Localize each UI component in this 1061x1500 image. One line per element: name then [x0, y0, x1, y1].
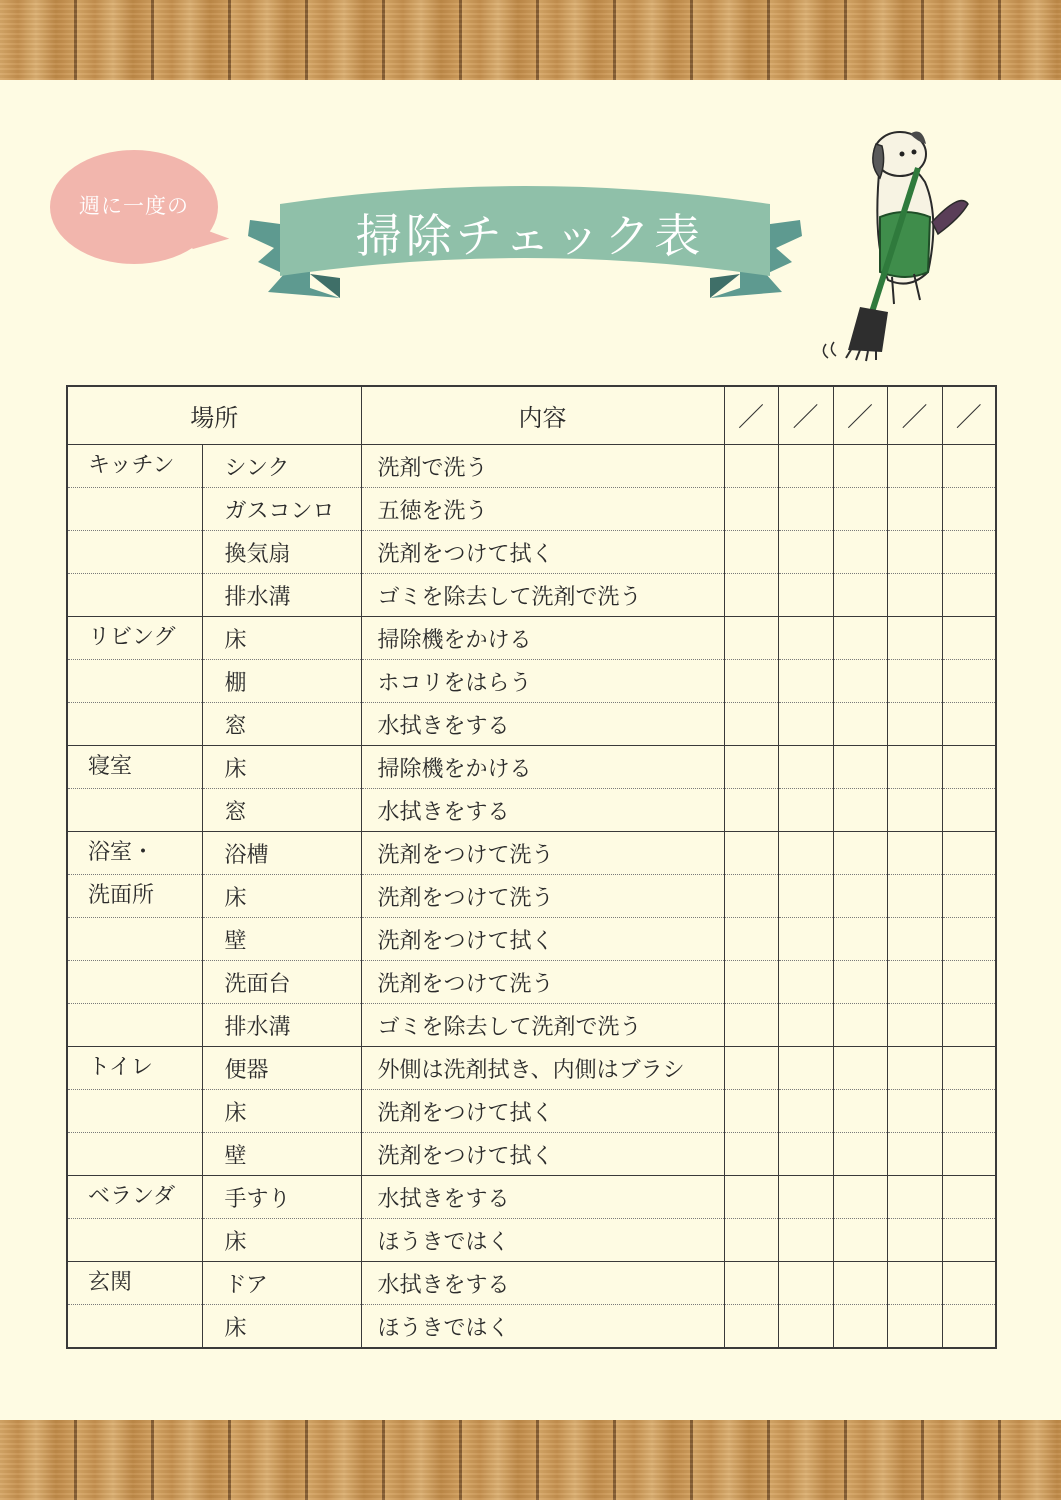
check-cell[interactable] — [778, 832, 833, 875]
spot-cell: 床 — [202, 746, 361, 789]
check-cell[interactable] — [833, 617, 887, 660]
task-cell: 洗剤をつけて拭く — [361, 1133, 724, 1176]
table-row — [67, 1004, 996, 1047]
place-label: 洗面所 — [88, 883, 155, 908]
place-cell — [67, 1047, 202, 1090]
date-slot-2[interactable] — [778, 386, 833, 445]
check-cell[interactable] — [942, 1090, 996, 1133]
check-cell[interactable] — [942, 1305, 996, 1349]
spot-cell: 浴槽 — [202, 832, 361, 875]
spot-cell: 換気扇 — [202, 531, 361, 574]
spot-cell: 手すり — [202, 1176, 361, 1219]
check-cell[interactable] — [778, 1004, 833, 1047]
check-cell[interactable] — [724, 488, 778, 531]
check-cell[interactable] — [724, 531, 778, 574]
check-cell[interactable] — [833, 1305, 887, 1349]
check-cell[interactable] — [942, 1262, 996, 1305]
table-row — [67, 918, 996, 961]
place-label: キッチン — [88, 453, 175, 478]
task-cell: 洗剤をつけて洗う — [361, 875, 724, 918]
check-cell[interactable] — [833, 746, 887, 789]
task-cell: 掃除機をかける — [361, 617, 724, 660]
check-cell[interactable] — [724, 918, 778, 961]
table-row — [67, 488, 996, 531]
check-cell[interactable] — [833, 1090, 887, 1133]
place-cell — [67, 660, 202, 703]
date-slot-3[interactable] — [833, 386, 887, 445]
check-cell[interactable] — [887, 574, 942, 617]
check-cell[interactable] — [724, 1176, 778, 1219]
spot-cell: 排水溝 — [202, 574, 361, 617]
check-cell[interactable] — [833, 1176, 887, 1219]
place-cell — [67, 1219, 202, 1262]
task-cell: 水拭きをする — [361, 703, 724, 746]
check-cell[interactable] — [778, 531, 833, 574]
date-slash: ／ — [846, 403, 873, 433]
check-cell[interactable] — [887, 875, 942, 918]
task-cell: 水拭きをする — [361, 789, 724, 832]
spot-cell: 床 — [202, 1219, 361, 1262]
spot-cell: 便器 — [202, 1047, 361, 1090]
check-cell[interactable] — [724, 1133, 778, 1176]
header-content: 内容 — [361, 386, 724, 445]
check-cell[interactable] — [778, 746, 833, 789]
place-label: リビング — [88, 625, 176, 650]
check-cell[interactable] — [942, 789, 996, 832]
check-cell[interactable] — [778, 445, 833, 488]
place-cell — [67, 703, 202, 746]
check-cell[interactable] — [942, 961, 996, 1004]
date-slot-5[interactable] — [942, 386, 996, 445]
check-cell[interactable] — [833, 1047, 887, 1090]
task-cell: 洗剤をつけて洗う — [361, 832, 724, 875]
place-cell — [67, 531, 202, 574]
bubble-label: 週に一度の — [79, 194, 189, 218]
place-cell — [67, 488, 202, 531]
check-cell[interactable] — [724, 1305, 778, 1349]
table-row — [67, 574, 996, 617]
check-cell[interactable] — [724, 1262, 778, 1305]
place-label: ベランダ — [88, 1184, 176, 1209]
table-row — [67, 746, 996, 789]
check-cell[interactable] — [724, 832, 778, 875]
task-cell: 外側は洗剤拭き、内側はブラシ — [361, 1047, 724, 1090]
place-cell — [67, 1004, 202, 1047]
place-cell — [67, 617, 202, 660]
place-label: トイレ — [88, 1055, 153, 1080]
check-cell[interactable] — [887, 918, 942, 961]
check-cell[interactable] — [887, 1219, 942, 1262]
task-cell: 洗剤をつけて拭く — [361, 918, 724, 961]
spot-cell: 床 — [202, 617, 361, 660]
check-cell[interactable] — [778, 488, 833, 531]
place-cell — [67, 1176, 202, 1219]
table-row — [67, 875, 996, 918]
check-cell[interactable] — [724, 746, 778, 789]
check-cell[interactable] — [942, 918, 996, 961]
check-cell[interactable] — [942, 574, 996, 617]
task-cell: 水拭きをする — [361, 1262, 724, 1305]
place-cell — [67, 832, 202, 875]
check-cell[interactable] — [833, 875, 887, 918]
header-row — [67, 386, 996, 445]
place-cell — [67, 445, 202, 488]
check-cell[interactable] — [833, 531, 887, 574]
date-slash: ／ — [792, 403, 819, 433]
check-cell[interactable] — [833, 918, 887, 961]
task-cell: 洗剤をつけて拭く — [361, 531, 724, 574]
table-row — [67, 1219, 996, 1262]
spot-cell: シンク — [202, 445, 361, 488]
check-cell[interactable] — [724, 1047, 778, 1090]
check-cell[interactable] — [887, 1133, 942, 1176]
task-cell: 洗剤をつけて洗う — [361, 961, 724, 1004]
check-cell[interactable] — [942, 1219, 996, 1262]
place-cell — [67, 1262, 202, 1305]
check-cell[interactable] — [724, 1004, 778, 1047]
table-row — [67, 789, 996, 832]
check-cell[interactable] — [942, 660, 996, 703]
check-cell[interactable] — [778, 1047, 833, 1090]
check-cell[interactable] — [724, 961, 778, 1004]
check-cell[interactable] — [833, 832, 887, 875]
check-cell[interactable] — [942, 1004, 996, 1047]
place-cell — [67, 1133, 202, 1176]
spot-cell: 窓 — [202, 703, 361, 746]
check-cell[interactable] — [778, 660, 833, 703]
check-cell[interactable] — [833, 1133, 887, 1176]
task-cell: 洗剤で洗う — [361, 445, 724, 488]
check-cell[interactable] — [724, 445, 778, 488]
check-cell[interactable] — [942, 531, 996, 574]
check-cell[interactable] — [887, 703, 942, 746]
check-cell[interactable] — [724, 1219, 778, 1262]
check-cell[interactable] — [887, 746, 942, 789]
table-row — [67, 1176, 996, 1219]
check-cell[interactable] — [833, 1219, 887, 1262]
check-cell[interactable] — [887, 961, 942, 1004]
check-cell[interactable] — [778, 703, 833, 746]
check-cell[interactable] — [778, 789, 833, 832]
check-cell[interactable] — [942, 746, 996, 789]
check-cell[interactable] — [942, 617, 996, 660]
date-slash: ／ — [901, 403, 928, 433]
date-slash: ／ — [955, 403, 982, 433]
check-cell[interactable] — [887, 1047, 942, 1090]
check-cell[interactable] — [833, 488, 887, 531]
check-cell[interactable] — [778, 1219, 833, 1262]
date-slash: ／ — [737, 403, 764, 433]
check-cell[interactable] — [887, 1305, 942, 1349]
wood-border-bottom — [0, 1420, 1061, 1500]
page-title: 掃除チェック表 — [355, 209, 705, 263]
check-cell[interactable] — [942, 1133, 996, 1176]
check-cell[interactable] — [778, 574, 833, 617]
check-cell[interactable] — [887, 445, 942, 488]
check-cell[interactable] — [833, 1262, 887, 1305]
check-cell[interactable] — [942, 488, 996, 531]
task-cell: ほうきではく — [361, 1219, 724, 1262]
check-cell[interactable] — [942, 703, 996, 746]
check-cell[interactable] — [833, 445, 887, 488]
table-row — [67, 531, 996, 574]
check-cell[interactable] — [887, 617, 942, 660]
check-cell[interactable] — [887, 660, 942, 703]
task-cell: 五徳を洗う — [361, 488, 724, 531]
check-cell[interactable] — [833, 1004, 887, 1047]
table-row — [67, 703, 996, 746]
table-row — [67, 832, 996, 875]
task-cell: 水拭きをする — [361, 1176, 724, 1219]
check-cell[interactable] — [724, 660, 778, 703]
spot-cell: 壁 — [202, 918, 361, 961]
check-cell[interactable] — [887, 1004, 942, 1047]
check-cell[interactable] — [887, 1176, 942, 1219]
table-row — [67, 1047, 996, 1090]
spot-cell: ドア — [202, 1262, 361, 1305]
check-cell[interactable] — [887, 832, 942, 875]
check-cell[interactable] — [778, 961, 833, 1004]
place-label: 浴室・ — [88, 840, 155, 865]
check-cell[interactable] — [778, 1262, 833, 1305]
check-cell[interactable] — [724, 1090, 778, 1133]
place-cell — [67, 1090, 202, 1133]
date-slot-1[interactable] — [724, 386, 778, 445]
place-cell — [67, 746, 202, 789]
check-cell[interactable] — [887, 789, 942, 832]
spot-cell: 壁 — [202, 1133, 361, 1176]
check-cell[interactable] — [833, 574, 887, 617]
check-cell[interactable] — [942, 445, 996, 488]
table-row — [67, 445, 996, 488]
check-cell[interactable] — [887, 1262, 942, 1305]
check-cell[interactable] — [778, 1133, 833, 1176]
wood-border-top — [0, 0, 1061, 80]
check-cell[interactable] — [778, 875, 833, 918]
check-cell[interactable] — [724, 617, 778, 660]
check-cell[interactable] — [942, 1176, 996, 1219]
place-cell — [67, 875, 202, 918]
task-cell: 掃除機をかける — [361, 746, 724, 789]
task-cell: 洗剤をつけて拭く — [361, 1090, 724, 1133]
check-cell[interactable] — [778, 1090, 833, 1133]
check-cell[interactable] — [724, 789, 778, 832]
check-cell[interactable] — [778, 617, 833, 660]
task-cell: ほうきではく — [361, 1305, 724, 1349]
spot-cell: 洗面台 — [202, 961, 361, 1004]
check-cell[interactable] — [724, 875, 778, 918]
check-cell[interactable] — [778, 1176, 833, 1219]
table-row — [67, 1305, 996, 1349]
spot-cell: 床 — [202, 1305, 361, 1349]
check-cell[interactable] — [942, 1047, 996, 1090]
spot-cell: 窓 — [202, 789, 361, 832]
place-cell — [67, 918, 202, 961]
task-cell: ホコリをはらう — [361, 660, 724, 703]
place-cell — [67, 961, 202, 1004]
table-row — [67, 617, 996, 660]
check-cell[interactable] — [778, 1305, 833, 1349]
place-label: 玄関 — [88, 1270, 133, 1295]
table-row — [67, 660, 996, 703]
spot-cell: 排水溝 — [202, 1004, 361, 1047]
spot-cell: 棚 — [202, 660, 361, 703]
check-cell[interactable] — [887, 1090, 942, 1133]
check-cell[interactable] — [833, 703, 887, 746]
task-cell: ゴミを除去して洗剤で洗う — [361, 1004, 724, 1047]
check-cell[interactable] — [942, 832, 996, 875]
table-row — [67, 961, 996, 1004]
cleaning-checklist-table — [66, 385, 997, 1349]
check-cell[interactable] — [724, 703, 778, 746]
check-cell[interactable] — [887, 488, 942, 531]
table-row — [67, 1262, 996, 1305]
spot-cell: 床 — [202, 1090, 361, 1133]
check-cell[interactable] — [833, 660, 887, 703]
date-slot-4[interactable] — [887, 386, 942, 445]
place-cell — [67, 789, 202, 832]
table-row — [67, 1133, 996, 1176]
speech-bubble-tail — [188, 217, 230, 249]
place-label: 寝室 — [88, 754, 133, 779]
table-row — [67, 1090, 996, 1133]
spot-cell: 床 — [202, 875, 361, 918]
check-cell[interactable] — [942, 875, 996, 918]
spot-cell: ガスコンロ — [202, 488, 361, 531]
check-cell[interactable] — [724, 574, 778, 617]
check-cell[interactable] — [833, 789, 887, 832]
task-cell: ゴミを除去して洗剤で洗う — [361, 574, 724, 617]
place-cell — [67, 1305, 202, 1349]
check-cell[interactable] — [833, 961, 887, 1004]
header-place: 場所 — [67, 386, 361, 445]
dog-sweeping-illustration — [810, 122, 980, 372]
check-cell[interactable] — [887, 531, 942, 574]
check-cell[interactable] — [778, 918, 833, 961]
place-cell — [67, 574, 202, 617]
